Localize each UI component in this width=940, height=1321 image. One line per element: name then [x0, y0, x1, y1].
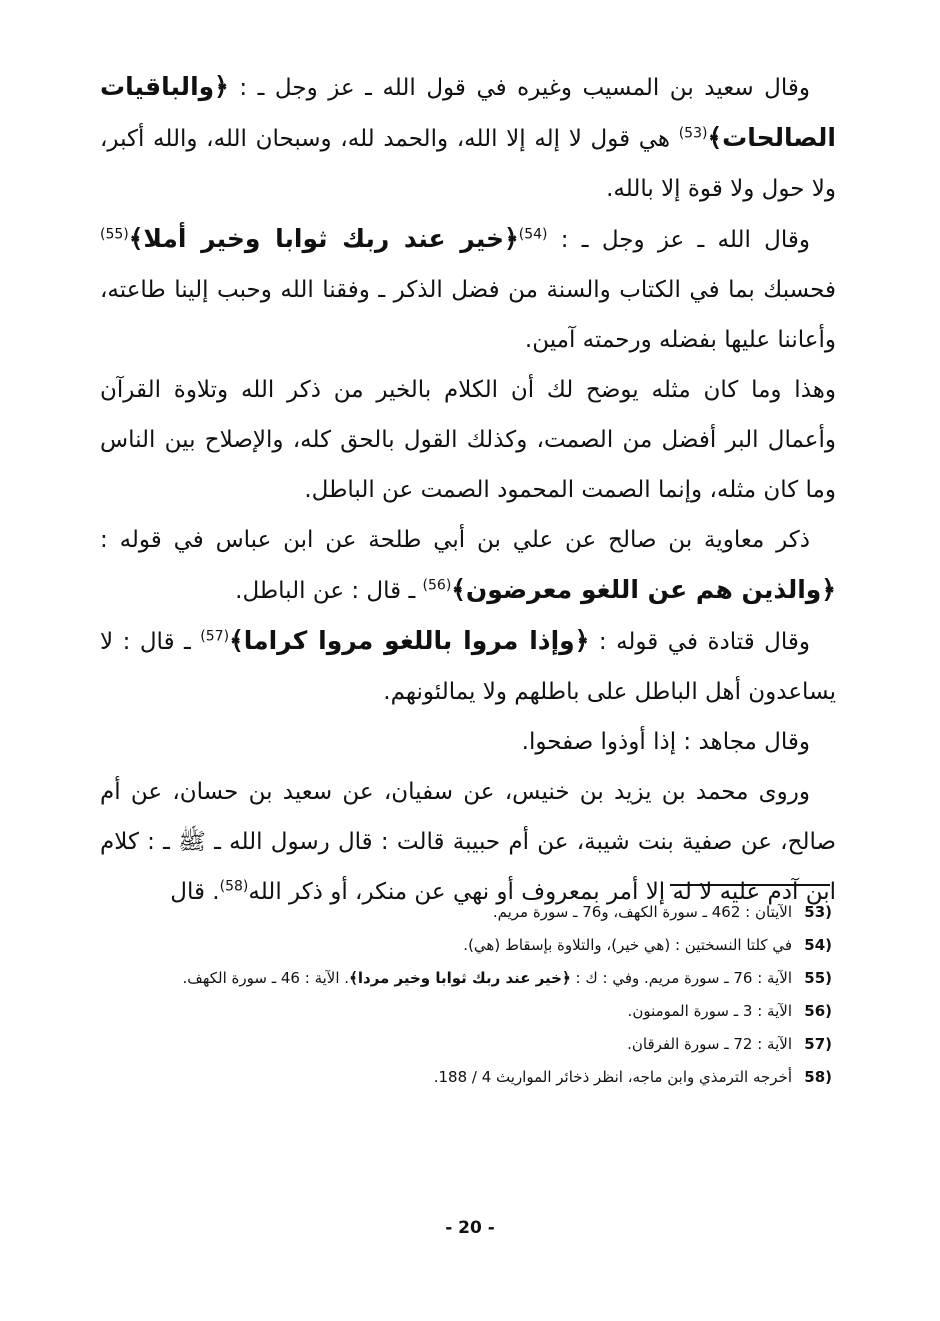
paragraph-text: وقال مجاهد : إذا أوذوا صفحوا. — [521, 729, 810, 755]
paragraph-text: وهذا وما كان مثله يوضح لك أن الكلام بالخير من ذكر الله وتلاوة القرآن وأعمال البر أفضل من الصمت، وكذلك القول بالحق كله، والإصلاح بين الناس وما كان مثله، وإنما الصمت المحمود الصمت عن الباطل. — [100, 377, 836, 503]
paragraph-text: وقال قتادة في قوله : — [589, 629, 811, 655]
paragraph-4 — [100, 515, 836, 616]
footnote-ref-56[interactable]: (56) — [422, 577, 452, 594]
footnote-ref-57[interactable]: (57) — [200, 628, 230, 645]
footnote-ref-54[interactable]: (54) — [518, 226, 548, 243]
quran-verse: ﴿والذين هم عن اللغو معرضون﴾ — [451, 575, 836, 604]
footnote-number: 53) — [804, 903, 832, 921]
footnote-number: 57) — [804, 1035, 832, 1053]
quran-verse: ﴿خير عند ربك ثوابا وخير مردا﴾ — [349, 969, 571, 987]
paragraph-1 — [100, 62, 836, 214]
footnote-ref-55[interactable]: (55) — [100, 226, 129, 243]
paragraph-text: وقال الله ـ عز وجل ـ : — [547, 227, 810, 253]
footnote-divider — [670, 884, 830, 886]
main-text — [100, 62, 836, 917]
footnote-55 — [102, 962, 832, 995]
footnote-text: الآية : 3 ـ سورة المومنون. — [627, 1002, 792, 1020]
paragraph-5 — [100, 616, 836, 717]
paragraph-text: فحسبك بما في الكتاب والسنة من فضل الذكر ـ وفقنا الله وحبب إلينا طاعته، وأعاننا عليها بفضله ورحمته آمين. — [100, 277, 836, 353]
quran-verse: ﴿وإذا مروا باللغو مروا كراما﴾ — [229, 626, 590, 655]
paragraph-text: هي قول لا إله إلا الله، والحمد لله، وسبحان الله، والله أكبر، ولا حول ولا قوة إلا بالله. — [100, 126, 836, 202]
paragraph-text: ـ قال : لا يساعدون أهل الباطل على باطلهم ولا يمالئونهم. — [100, 629, 836, 705]
paragraph-7 — [100, 767, 836, 917]
footnote-ref-53[interactable]: (53) — [678, 125, 708, 142]
paragraph-3 — [100, 365, 836, 515]
paragraph-text: وقال سعيد بن المسيب وغيره في قول الله ـ عز وجل ـ : — [228, 75, 810, 101]
paragraph-text: ذكر معاوية بن صالح عن علي بن أبي طلحة عن ابن عباس في قوله : — [100, 527, 810, 553]
footnote-number: 54) — [804, 936, 832, 954]
footnote-54 — [102, 929, 832, 962]
footnote-number: 56) — [804, 1002, 832, 1020]
footnote-number: 58) — [804, 1068, 832, 1086]
paragraph-text: . قال — [170, 879, 220, 905]
footnote-53 — [102, 896, 832, 929]
footnote-56 — [102, 995, 832, 1028]
footnote-number: 55) — [804, 969, 832, 987]
footnote-text-part: الآية : 76 ـ سورة مريم. وفي : ك : — [570, 969, 792, 987]
footnote-text: الآيتان : 462 ـ سورة الكهف، و76 ـ سورة مريم. — [492, 903, 792, 921]
paragraph-6 — [100, 717, 836, 767]
paragraph-2 — [100, 214, 836, 365]
footnote-ref-58[interactable]: (58) — [219, 878, 249, 895]
footnote-text: الآية : 72 ـ سورة الفرقان. — [627, 1035, 792, 1053]
footnote-58 — [102, 1061, 832, 1094]
footnotes — [102, 896, 832, 1094]
footnote-text: أخرجه الترمذي وابن ماجه، انظر ذخائر المواريث 4 / 188. — [433, 1068, 792, 1086]
footnote-text-part: . الآية : 46 ـ سورة الكهف. — [182, 969, 350, 987]
quran-verse: ﴿خير عند ربك ثوابا وخير أملا﴾ — [128, 224, 519, 253]
page-number: - 20 - — [445, 1218, 495, 1238]
quran-verse: ﴿والباقيات الصالحات﴾ — [100, 72, 836, 152]
paragraph-text: وروى محمد بن يزيد بن خنيس، عن سفيان، عن سعيد بن حسان، عن أم صالح، عن صفية بنت شيبة، عن أم حبيبة قالت : قال رسول الله ـ ﷺ ـ : كلام ابن آدم عليه لا له إلا أمر بمعروف أو نهي عن منكر، أو ذكر الله — [100, 779, 836, 905]
footnote-text: في كلتا النسختين : (هي خير)، والتلاوة بإسقاط (هي). — [463, 936, 792, 954]
footnote-text — [102, 962, 792, 995]
footnote-57 — [102, 1028, 832, 1061]
paragraph-text: ـ قال : عن الباطل. — [235, 578, 423, 604]
